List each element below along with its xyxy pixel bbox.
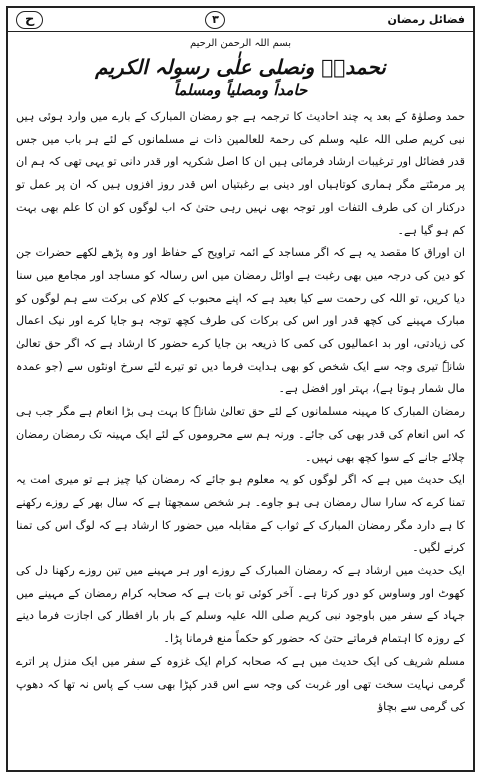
page-number: ۳ <box>205 11 225 29</box>
running-title: فضائل رمضان <box>387 13 465 26</box>
body-text <box>16 106 465 719</box>
paragraph: ان اوراق کا مقصد یہ ہے کہ اگر مساجد کے ائمہ تراویح کے حفاظ اور وہ پڑھے لکھے حضرات جن کو دین کی درجہ میں بھی رغبت ہے اوائل رمضان میں اس رسالہ کو مساجد اور مجامع میں سنا دیا کریں، تو اللہ کی رحمت سے کیا بعید ہے کہ اپنے محبوب کے کلام کی برکت سے ہم لوگوں کو مبارک مہینے کی کچھ قدر اور اس کی برکات کی طرف کچھ توجہ ہو جایا کرے اور نیک اعمال کی زیادتی، اور بد اعمالیوں کی کمی کا ذریعہ بن جایا کرے حضور کا ارشاد ہے کہ اگر حق تعالیٰ شانہٗ تیری وجہ سے ایک شخص کو بھی ہدایت فرما دیں تو تیرے لئے سرخ اونٹوں سے (جو عمدہ مال شمار ہوتا ہے)، بہتر اور افضل ہے۔ <box>16 246 465 396</box>
header-ornament: ح <box>16 11 43 29</box>
paragraph: رمضان المبارک کا مہینہ مسلمانوں کے لئے حق تعالیٰ شانہٗ کا بہت ہی بڑا انعام ہے مگر جب ہی کہ اس انعام کی قدر بھی کی جائے۔ ورنہ ہم سے محروموں کے لئے ایک مہینہ تک رمضان رمضان چلائے جانے کے سوا کچھ بھی نہیں۔ <box>16 405 465 464</box>
paragraph: حمد وصلوٰۃ کے بعد یہ چند احادیث کا ترجمہ ہے جو رمضان المبارک کے بارے میں وارد ہوئی ہیں نبی کریم صلی اللہ علیہ وسلم کی رحمۃ للعالمین ذات نے مسلمانوں کے لئے ہر باب میں جس قدر فضائل اور ترغیبات ارشاد فرمائی ہیں ان کا اصل شکریہ اور قدر دانی تو یہی تھی کہ ہم ان پر مرمٹتے مگر ہماری کوتاہیاں اور دینی بے رغبتیاں اس قدر روز افزوں ہیں کہ ان پر عمل تو درکنار ان کی طرف التفات اور توجہ بھی نہیں رہی حتیٰ کہ اب لوگوں کو ان کا علم بھی بہت کم ہو گیا ہے۔ <box>16 110 465 237</box>
paragraph: ایک حدیث میں ارشاد ہے کہ رمضان المبارک کے روزے اور ہر مہینے میں تین روزے رکھنا دل کی کھوٹ اور وساوس کو دور کرتا ہے۔ آخر کوئی تو بات ہے کہ صحابہ کرام رمضان کے مہینے میں جہاد کے سفر میں باوجود نبی کریم صلی اللہ علیہ وسلم کے بار بار افطار کی اجازت فرما دینے کے روزہ کا اہتمام فرماتے حتیٰ کہ حضور کو حکماً منع فرمانا پڑا۔ <box>16 564 465 646</box>
paragraph: ایک حدیث میں ہے کہ اگر لوگوں کو یہ معلوم ہو جائے کہ رمضان کیا چیز ہے تو میری امت یہ تمنا کرے کہ سارا سال رمضان ہی ہو جاوے۔ ہر شخص سمجھتا ہے کہ سال بھر کے روزے رکھنے کا ہے دارد مگر رمضان المبارک کے ثواب کے مقابلہ میں حضور کا ارشاد ہے کہ لوگ اس کی تمنا کرنے لگیں۔ <box>16 473 465 555</box>
page-header <box>8 8 473 32</box>
calligraphy-line-2: حامداً ومصلیاً ومسلماً <box>173 81 308 99</box>
paragraph: مسلم شریف کی ایک حدیث میں ہے کہ صحابہ کرام ایک غزوہ کے سفر میں ایک منزل پر اترے گرمی نہایت سخت تھی اور غربت کی وجہ سے اس قدر کپڑا بھی سب کے پاس نہ تھا کہ دھوپ کی گرمی سے بچاؤ <box>16 654 465 714</box>
calligraphy-line-1: نحمدہٗ ونصلی علٰی رسولہ الکریم <box>95 55 386 79</box>
calligraphy-heading <box>8 54 473 100</box>
basmala: بسم اللہ الرحمن الرحیم <box>189 38 291 49</box>
book-page <box>6 6 475 772</box>
